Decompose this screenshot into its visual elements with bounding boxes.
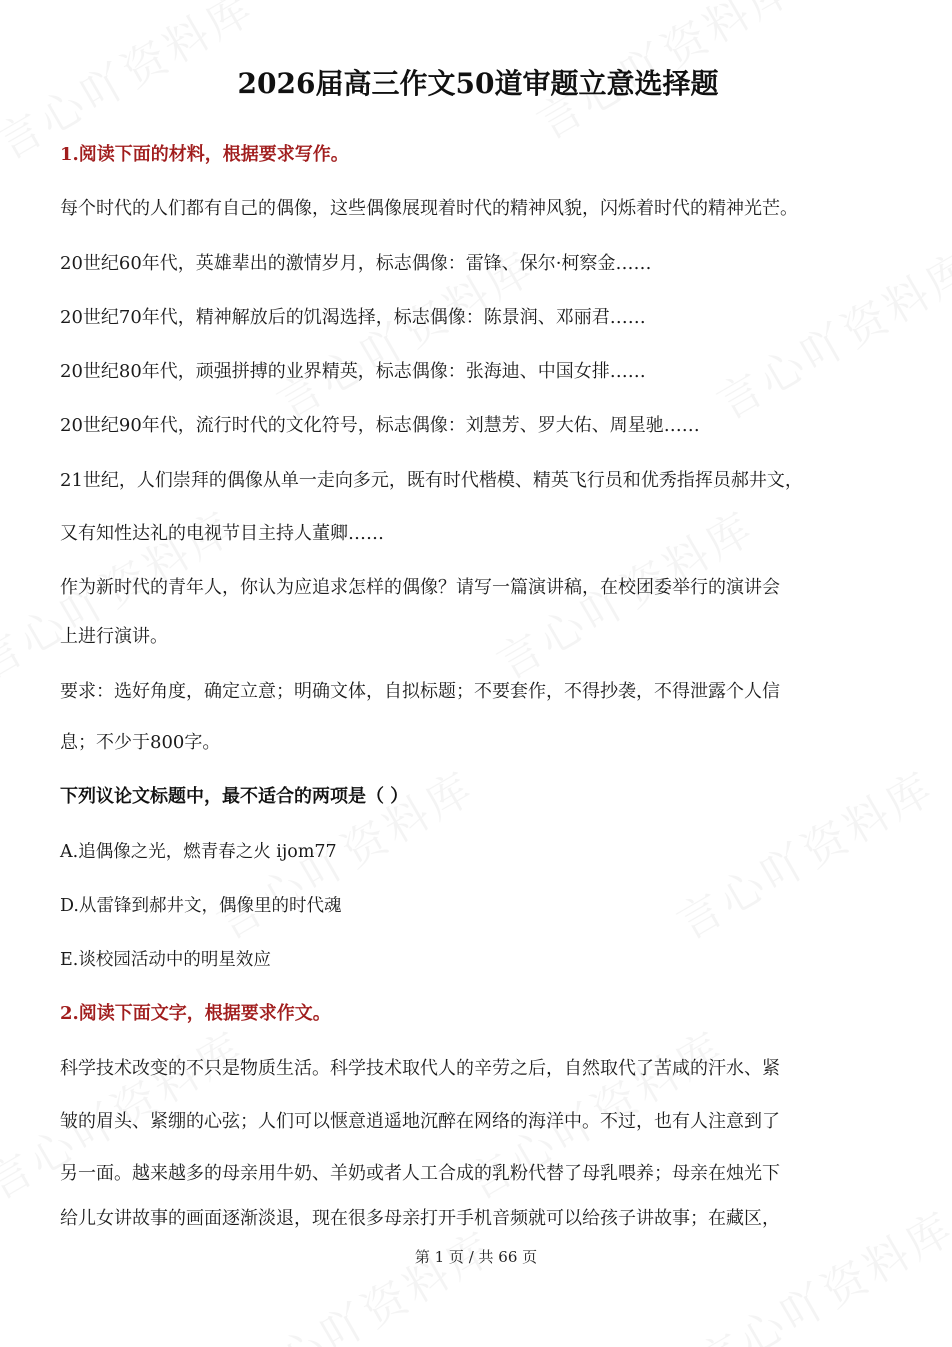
question-2-heading: 2.阅读下面文字，根据要求作文。 xyxy=(60,1003,331,1024)
page-title: 2026届高三作文50道审题立意选择题 xyxy=(237,67,719,100)
q1-material-line: 20世纪80年代，顽强拼搏的业界精英，标志偶像：张海迪、中国女排…… xyxy=(60,361,646,382)
q2-material-line: 科学技术改变的不只是物质生活。科学技术取代人的辛劳之后，自然取代了苦咸的汗水、紧 xyxy=(60,1058,780,1079)
q1-requirement-line: 要求：选好角度，确定立意；明确文体，自拟标题；不要套作，不得抄袭，不得泄露个人信 xyxy=(60,681,780,702)
q1-material-line: 20世纪70年代，精神解放后的饥渴选择，标志偶像：陈景润、邓丽君…… xyxy=(60,307,646,328)
q1-material-line: 20世纪90年代，流行时代的文化符号，标志偶像：刘慧芳、罗大佑、周星驰…… xyxy=(60,415,700,436)
q1-material-line: 又有知性达礼的电视节目主持人董卿…… xyxy=(60,523,384,544)
q1-option-d: D.从雷锋到郝井文，偶像里的时代魂 xyxy=(60,896,342,916)
q2-material-line: 另一面。越来越多的母亲用牛奶、羊奶或者人工合成的乳粉代替了母乳喂养；母亲在烛光下 xyxy=(60,1163,780,1184)
page-footer: 第 1 页 / 共 66 页 xyxy=(414,1248,538,1266)
q1-requirement-line: 息；不少于800字。 xyxy=(60,732,221,753)
q1-question-stem: 下列议论文标题中，最不适合的两项是（ ） xyxy=(60,786,409,807)
q1-material-line: 作为新时代的青年人，你认为应追求怎样的偶像？请写一篇演讲稿，在校团委举行的演讲会 xyxy=(60,577,780,598)
q1-material-line: 每个时代的人们都有自己的偶像，这些偶像展现着时代的精神风貌，闪烁着时代的精神光芒。 xyxy=(60,198,798,219)
q1-material-line: 20世纪60年代，英雄辈出的激情岁月，标志偶像：雷锋、保尔·柯察金…… xyxy=(60,253,652,274)
watermark-text xyxy=(223,1212,504,1347)
q2-material-line: 给儿女讲故事的画面逐渐淡退，现在很多母亲打开手机音频就可以给孩子讲故事；在藏区， xyxy=(60,1208,780,1229)
question-1-heading: 1.阅读下面的材料，根据要求写作。 xyxy=(60,144,349,165)
q1-material-line: 上进行演讲。 xyxy=(60,626,168,647)
q2-material-line: 皱的眉头、紧绷的心弦；人们可以惬意逍遥地沉醉在网络的海洋中。不过，也有人注意到了 xyxy=(60,1111,780,1132)
q1-option-a: A.追偶像之光，燃青春之火 ijom77 xyxy=(60,842,337,862)
q1-option-e: E.谈校园活动中的明星效应 xyxy=(60,950,271,970)
q1-material-line: 21世纪，人们崇拜的偶像从单一走向多元，既有时代楷模、精英飞行员和优秀指挥员郝井文， xyxy=(60,470,803,491)
